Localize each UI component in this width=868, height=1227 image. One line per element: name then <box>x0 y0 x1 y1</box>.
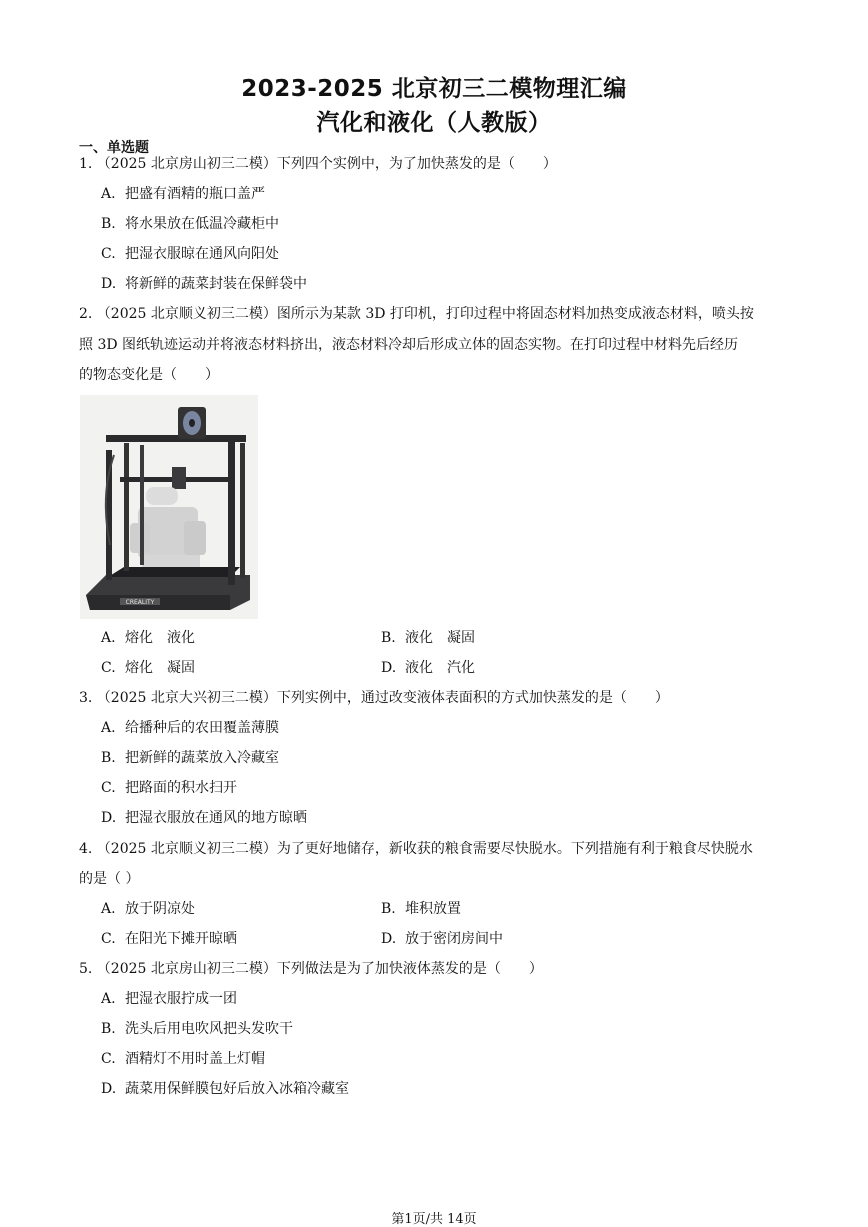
question-3-option-a <box>101 721 279 735</box>
option-text: 把新鲜的蔬菜放入冷藏室 <box>125 750 279 766</box>
option-text: 堆积放置 <box>405 901 461 917</box>
option-key: D. <box>101 810 117 826</box>
option-key: D. <box>101 276 117 292</box>
option-text: 把湿衣服拧成一团 <box>125 991 237 1007</box>
question-1-option-a <box>101 187 265 201</box>
question-2-option-c <box>101 661 195 675</box>
option-key: A. <box>101 720 116 736</box>
option-key: C. <box>101 660 116 676</box>
question-4-option-d <box>381 932 503 946</box>
document-title-line2: 汽化和液化（人教版） <box>316 110 552 136</box>
option-key: B. <box>381 901 396 917</box>
option-text: 酒精灯不用时盖上灯帽 <box>125 1051 265 1067</box>
question-4-stem-line2: 的是（ ） <box>79 871 140 887</box>
option-key: B. <box>101 750 116 766</box>
option-text: 把湿衣服放在通风的地方晾晒 <box>125 810 307 826</box>
option-text: 给播种后的农田覆盖薄膜 <box>125 720 279 736</box>
option-key: D. <box>381 660 397 676</box>
question-2-option-a <box>101 631 195 645</box>
question-1-option-b <box>101 217 279 231</box>
question-3-stem: 3. （2025 北京大兴初三二模）下列实例中，通过改变液体表面积的方式加快蒸发的是（ ） <box>79 690 669 706</box>
question-4-stem-line1: 4. （2025 北京顺义初三二模）为了更好地储存，新收获的粮食需要尽快脱水。下列措施有利于粮食尽快脱水 <box>79 841 753 857</box>
option-key: C. <box>101 931 116 947</box>
option-key: A. <box>101 901 116 917</box>
question-5-option-b <box>101 1022 293 1036</box>
option-key: A. <box>101 991 116 1007</box>
option-text: 液化 汽化 <box>405 660 475 676</box>
option-text: 放于阴凉处 <box>125 901 195 917</box>
document-title-line1: 2023-2025 北京初三二模物理汇编 <box>241 76 627 102</box>
option-text: 在阳光下摊开晾晒 <box>125 931 237 947</box>
question-5-option-a <box>101 992 237 1006</box>
question-4-option-a <box>101 902 195 916</box>
option-text: 蔬菜用保鲜膜包好后放入冰箱冷藏室 <box>125 1081 349 1097</box>
question-2-stem-line2: 照 3D 图纸轨迹运动并将液态材料挤出，液态材料冷却后形成立体的固态实物。在打印过程中材料先后经历 <box>79 337 739 353</box>
question-3-option-c <box>101 781 237 795</box>
question-2-stem-line1: 2. （2025 北京顺义初三二模）图所示为某款 3D 打印机，打印过程中将固态材料加热变成液态材料，喷头按 <box>79 306 754 322</box>
question-5-option-d <box>101 1082 349 1096</box>
option-text: 把湿衣服晾在通风向阳处 <box>125 246 279 262</box>
page-number: 第1页/共 14页 <box>391 1212 477 1227</box>
question-1-stem: 1. （2025 北京房山初三二模）下列四个实例中，为了加快蒸发的是（ ） <box>79 156 557 172</box>
option-text: 放于密闭房间中 <box>405 931 503 947</box>
option-text: 熔化 液化 <box>125 630 195 646</box>
question-2-option-d <box>381 661 475 675</box>
option-key: C. <box>101 780 116 796</box>
option-key: B. <box>101 1021 116 1037</box>
option-key: B. <box>101 216 116 232</box>
option-text: 将水果放在低温冷藏柜中 <box>125 216 279 232</box>
question-1-option-d <box>101 277 307 291</box>
question-5-option-c <box>101 1052 265 1066</box>
option-text: 把路面的积水扫开 <box>125 780 237 796</box>
question-1-option-c <box>101 247 279 261</box>
printer-brand-label: CREALITY <box>125 599 155 606</box>
option-key: C. <box>101 246 116 262</box>
option-key: C. <box>101 1051 116 1067</box>
option-text: 将新鲜的蔬菜封装在保鲜袋中 <box>125 276 307 292</box>
question-5-stem: 5. （2025 北京房山初三二模）下列做法是为了加快液体蒸发的是（ ） <box>79 961 543 977</box>
printer-figure <box>80 395 258 619</box>
question-4-option-b <box>381 902 461 916</box>
question-2-stem-line3: 的物态变化是（ ） <box>79 367 219 383</box>
option-key: D. <box>381 931 397 947</box>
question-3-option-d <box>101 811 307 825</box>
option-text: 把盛有酒精的瓶口盖严 <box>125 186 265 202</box>
question-3-option-b <box>101 751 279 765</box>
option-key: A. <box>101 186 116 202</box>
3d-printer-illustration <box>80 395 258 619</box>
option-key: D. <box>101 1081 117 1097</box>
option-text: 熔化 凝固 <box>125 660 195 676</box>
option-key: B. <box>381 630 396 646</box>
option-key: A. <box>101 630 116 646</box>
option-text: 液化 凝固 <box>405 630 475 646</box>
option-text: 洗头后用电吹风把头发吹干 <box>125 1021 293 1037</box>
section-heading: 一、单选题 <box>79 140 149 156</box>
question-4-option-c <box>101 932 237 946</box>
question-2-option-b <box>381 631 475 645</box>
